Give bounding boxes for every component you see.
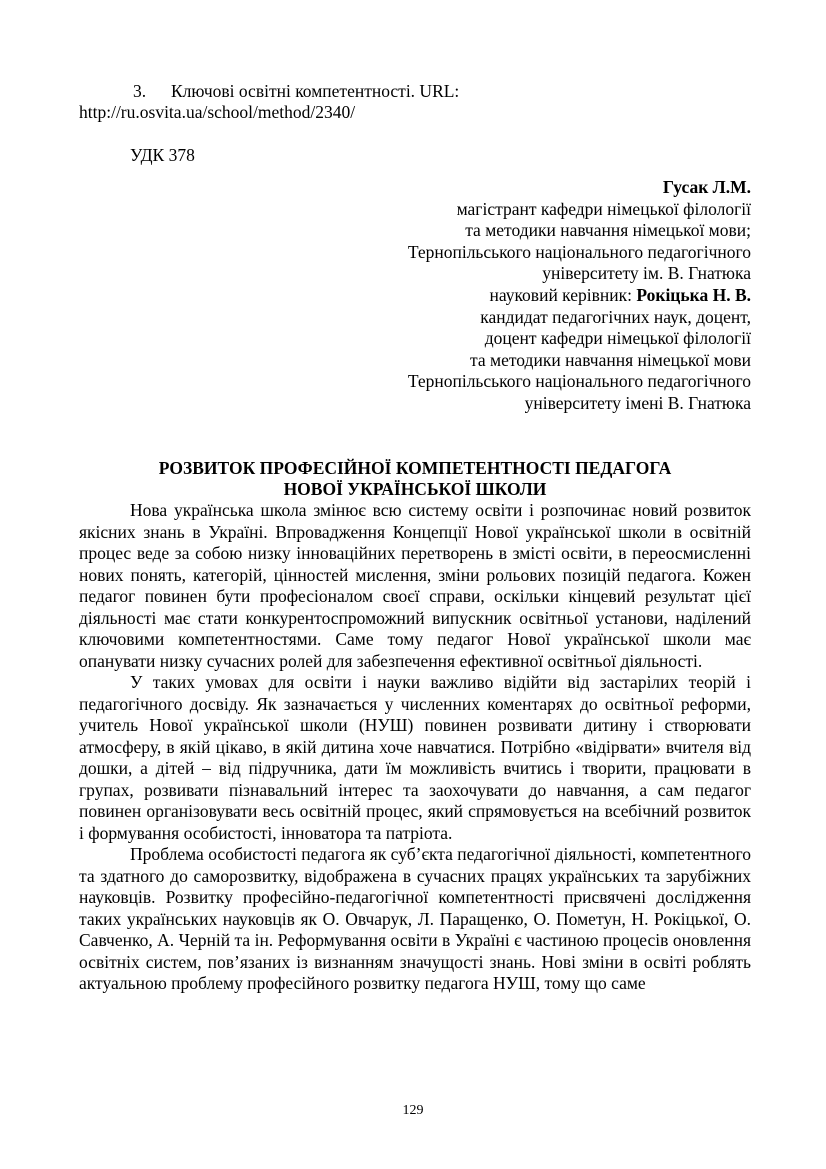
author-name: Гусак Л.М.	[662, 177, 751, 197]
author-block	[191, 177, 751, 415]
author-affiliation-line: магістрант кафедри німецької філології	[456, 198, 751, 219]
advisor-label: науковий керівник:	[489, 284, 632, 305]
advisor-affiliation-line: доцент кафедри німецької філології	[484, 328, 751, 349]
article-title-line: НОВОЇ УКРАЇНСЬКОЇ ШКОЛИ	[283, 479, 547, 499]
body-paragraph: У таких умовах для освіти і науки важливо відійти від застарілих теорій і педагогічного досвіду. Як зазначається у численних коментарях до освітньої реформи, учитель Нової української школи (НУШ) повинен розвивати дитину і створювати атмосферу, в якій цікаво, в якій дитина хоче навчатися. Потрібно «відірвати» вчителя від дошки, а дітей – від підручника, дати їм можливість вчитись і творити, працювати в групах, розвивати пізнавальний інтерес та заохочувати до навчання, а сам педагог повинен організовувати весь освітній процес, який спрямовується на всебічний розвиток і формування особистості, інноватора та патріота.	[79, 672, 751, 843]
reference-item	[79, 81, 751, 123]
article-body	[79, 500, 751, 995]
reference-number: 3.	[133, 81, 147, 101]
advisor-affiliation-line: кандидат педагогічних наук, доцент,	[480, 306, 751, 327]
udk-code: УДК 378	[130, 145, 195, 165]
page-number: 129	[402, 1103, 424, 1118]
author-affiliation-line: та методики навчання німецької мови;	[465, 220, 751, 241]
advisor-affiliation-line: університету імені В. Гнатюка	[524, 392, 751, 413]
body-paragraph: Нова українська школа змінює всю систему освіти і розпочинає новий розвиток якісних знань в Україні. Впровадження Концепції Нової української школи в освітній процес веде за собою низку інноваційних перетворень в змісті освіти, в переосмисленні нових понять, категорій, цінностей мислення, зміни рольових позицій педагога. Кожен педагог повинен бути професіоналом своєї справи, оскільки кінцевий результат цієї діяльності має стати конкурентоспроможний випускник освітньої установи, наділений ключовими компетентностями. Саме тому педагог Нової української школи має опанувати низку сучасних ролей для забезпечення ефективної освітньої діяльності.	[79, 500, 751, 671]
advisor-affiliation-line: та методики навчання німецької мови	[470, 349, 751, 370]
author-affiliation-line: Тернопільського національного педагогічного	[407, 241, 751, 262]
advisor-affiliation-line: Тернопільського національного педагогічного	[407, 371, 751, 392]
body-paragraph: Проблема особистості педагога як суб’єкта педагогічної діяльності, компетентного та здатного до саморозвитку, відображена в сучасних працях українських та зарубіжних науковців. Розвитку професійно-педагогічної компетентності присвячені дослідження таких українських науковців як О. Овчарук, Л. Паращенко, О. Пометун, Н. Рокіцької, О. Савченко, А. Черній та ін. Реформування освіти в Україні є частиною процесів оновлення освітніх систем, пов’язаних із визнанням значущості знань. Нові зміни в освіті роблять актуальною проблему професійного розвитку педагога НУШ, тому що саме	[79, 844, 751, 993]
author-affiliation-line: університету ім. В. Гнатюка	[542, 263, 751, 284]
reference-text: Ключові освітні компетентності. URL:	[171, 81, 460, 101]
advisor-line	[191, 285, 751, 307]
reference-url[interactable]: http://ru.osvita.ua/school/method/2340/	[79, 102, 356, 122]
advisor-name: Рокіцька Н. В.	[636, 284, 751, 305]
article-title-line: РОЗВИТОК ПРОФЕСІЙНОЇ КОМПЕТЕНТНОСТІ ПЕДАГОГА	[158, 458, 672, 478]
article-title	[79, 458, 751, 500]
